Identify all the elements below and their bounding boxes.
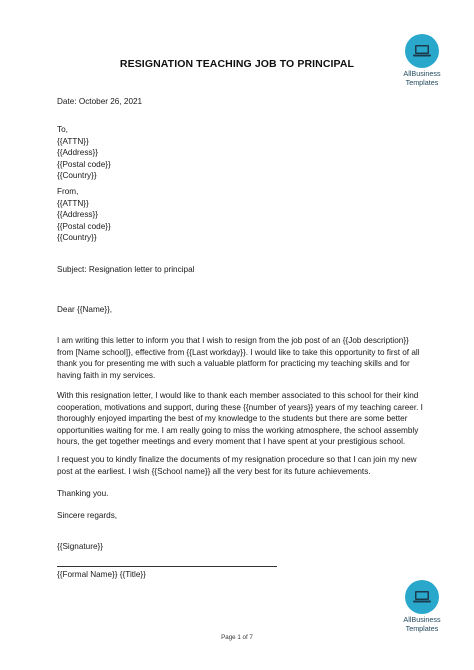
paragraph-line: having faith in my services. — [57, 370, 156, 380]
paragraph-line: cooperation, motivations and support, during these {{number of years}} years of my teaching career. I — [57, 402, 423, 412]
paragraph-line: thoroughly enjoyed imparting the best of my knowledge to the students but there are some better — [57, 414, 408, 424]
from-label: From, — [57, 187, 79, 196]
to-postal-code: {{Postal code}} — [57, 159, 111, 169]
paragraph-line: With this resignation letter, I would like to thank each member associated to this school for their kind — [57, 391, 419, 400]
signature-rule — [57, 566, 277, 567]
from-address: {{Address}} — [57, 210, 98, 220]
sender-block — [57, 186, 111, 244]
page-number: Page 1 of 7 — [221, 634, 253, 641]
recipient-block — [57, 124, 111, 182]
to-attn: {{ATTN}} — [57, 136, 89, 146]
closing-line: Sincere regards, — [57, 511, 118, 520]
paragraph-line: post at the earliest. I wish {{School name}} all the very best for its future achievements. — [57, 466, 371, 476]
to-address: {{Address}} — [57, 148, 98, 158]
body-paragraph-2 — [57, 390, 429, 448]
signature-placeholder: {{Signature}} — [57, 542, 103, 551]
to-country: {{Country}} — [57, 171, 97, 181]
paragraph-line: I am writing this letter to inform you that I wish to resign from the job post of an {{Job description}} — [57, 336, 409, 345]
logo-brand-line2: Templates — [405, 77, 439, 87]
from-attn: {{ATTN}} — [57, 198, 89, 208]
paragraph-line: hours, the get together meetings and every moment that I have spent at your prestigious school. — [57, 437, 406, 447]
subject-line: Subject: Resignation letter to principal — [57, 265, 195, 274]
logo-brand-line1: AllBusiness — [403, 615, 441, 624]
laptop-icon — [405, 580, 439, 614]
paragraph-line: from [Name school]}, effective from {{Last workday}}. I would like to take this opportunity to first of all — [57, 347, 420, 357]
body-paragraph-1 — [57, 335, 429, 381]
from-postal-code: {{Postal code}} — [57, 221, 111, 231]
logo-brand-line2: Templates — [405, 623, 439, 633]
thanks-line: Thanking you. — [57, 489, 109, 498]
body-paragraph-3 — [57, 454, 429, 477]
allbusiness-logo-footer[interactable] — [392, 580, 452, 633]
document-title: RESIGNATION TEACHING JOB TO PRINCIPAL — [119, 58, 355, 70]
paragraph-line: thank you for presenting me with such a valuable platform for practicing my teaching skills and for — [57, 359, 410, 369]
paragraph-line: opportunities waiting for me. I am really going to miss the working atmosphere, the school assembly — [57, 425, 419, 435]
salutation: Dear {{Name}}, — [57, 305, 113, 314]
logo-brand-line1: AllBusiness — [403, 69, 441, 78]
paragraph-line: I request you to kindly finalize the documents of my resignation procedure so that I can join my new — [57, 455, 417, 464]
from-country: {{Country}} — [57, 233, 97, 243]
date-line: Date: October 26, 2021 — [57, 97, 143, 106]
to-label: To, — [57, 125, 68, 134]
name-title-line: {{Formal Name}} {{Title}} — [57, 570, 146, 579]
